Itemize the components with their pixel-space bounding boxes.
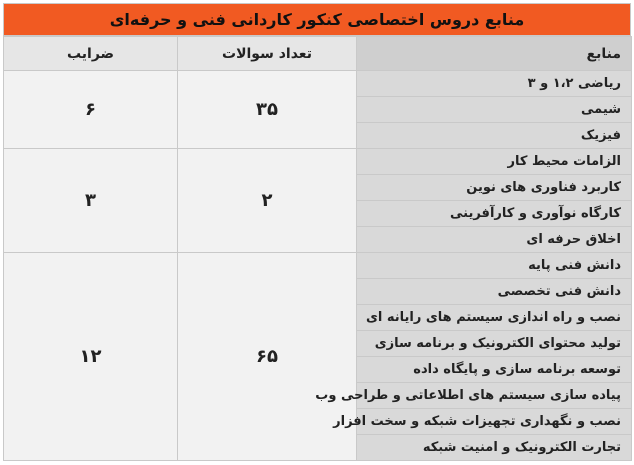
table-row [4,71,632,97]
source-item: تجارت الکترونیک و امنیت شبکه [357,435,632,461]
table-title: منابع دروس اختصاصی کنکور کاردانی فنی و حرفه‌ای [3,3,631,36]
header-row [4,37,632,71]
source-item: اخلاق حرفه ای [357,227,632,253]
source-item: الزامات محیط کار [357,149,632,175]
source-item: فیزیک [357,123,632,149]
coefficient-cell: ۱۲ [4,253,178,461]
header-sources: منابع [357,37,632,71]
question-count-cell: ۳۵ [178,71,357,149]
source-item: پیاده سازی سیستم های اطلاعاتی و طراحی وب [357,383,632,409]
question-count-cell: ۶۵ [178,253,357,461]
table-row [4,253,632,279]
source-item: نصب و نگهداری تجهیزات شبکه و سخت افزار [357,409,632,435]
source-item: دانش فنی پایه [357,253,632,279]
sources-table [3,36,632,461]
source-item: شیمی [357,97,632,123]
source-item: کاربرد فناوری های نوین [357,175,632,201]
header-coefficients: ضرایب [4,37,178,71]
source-item: کارگاه نوآوری و کارآفرینی [357,201,632,227]
source-item: دانش فنی تخصصی [357,279,632,305]
source-item: توسعه برنامه سازی و پایگاه داده [357,357,632,383]
source-item: تولید محتوای الکترونیک و برنامه سازی [357,331,632,357]
coefficient-cell: ۶ [4,71,178,149]
source-item: نصب و راه اندازی سیستم های رایانه ای [357,305,632,331]
source-item: ریاضی ۱،۲ و ۳ [357,71,632,97]
table-row [4,149,632,175]
header-question-count: تعداد سوالات [178,37,357,71]
question-count-cell: ۲ [178,149,357,253]
coefficient-cell: ۳ [4,149,178,253]
